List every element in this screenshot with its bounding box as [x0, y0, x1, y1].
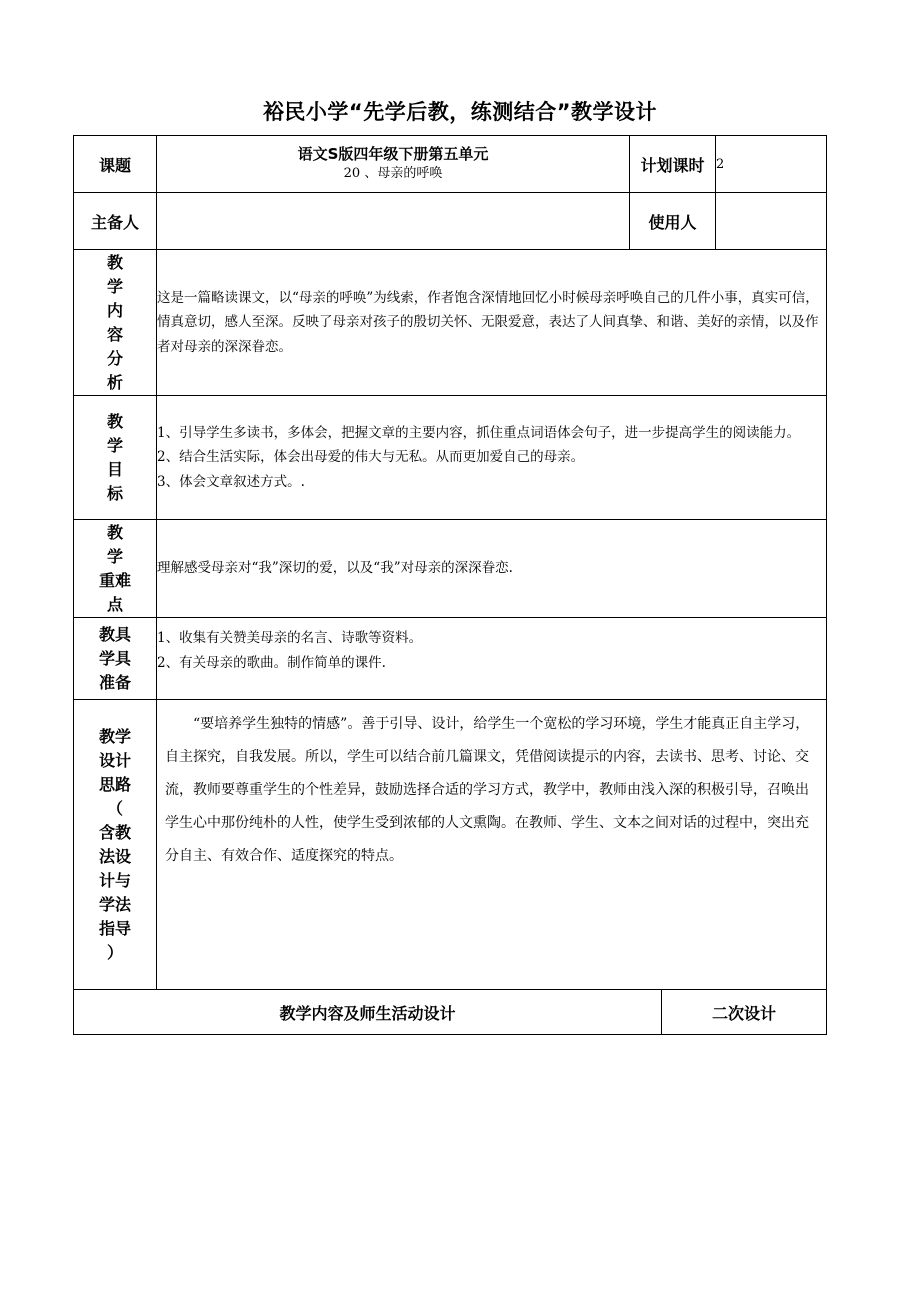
label-char: 含教 [98, 822, 131, 842]
user-value [716, 193, 827, 250]
user-label: 使用人 [630, 193, 716, 250]
label-char: 内 [106, 300, 123, 320]
second-design-label: 二次设计 [662, 990, 827, 1035]
tool-item: 1、收集有关赞美母亲的名言、诗歌等资料。 [157, 630, 423, 646]
course-label: 课题 [74, 136, 157, 193]
label-char: 析 [106, 372, 123, 392]
design-label [74, 700, 157, 990]
label-char: 教 [106, 411, 123, 431]
label-char: 计与 [98, 870, 131, 890]
label-char: 标 [106, 483, 123, 503]
goals-label [74, 396, 157, 520]
row-analysis [74, 250, 827, 396]
label-char: 容 [106, 324, 123, 344]
row-course [74, 136, 827, 193]
label-char: 学具 [98, 648, 131, 668]
course-cell [157, 136, 630, 193]
tools-cell [157, 618, 827, 700]
label-char: 学法 [98, 894, 131, 914]
label-char: 学 [106, 435, 123, 455]
design-text: “要培养学生独特的情感”。善于引导、设计，给学生一个宽松的学习环境，学生才能真正自主学习，自主探究，自我发展。所以，学生可以结合前几篇课文，凭借阅读提示的内容，去读书、思考、讨论、交流，教师要尊重学生的个性差异，鼓励选择合适的学习方式，教学中，教师由浅入深的积极引导，召唤出学生心中那份纯朴的人性，使学生受到浓郁的人文熏陶。在教师、学生、文本之间对话的过程中，突出充分自主、有效合作、适度探究的特点。 [165, 716, 810, 864]
tools-label [74, 618, 157, 700]
label-char: 教 [106, 252, 123, 272]
hours-value: 2 [716, 136, 827, 193]
label-char: 学 [106, 276, 123, 296]
label-char: 设计 [98, 750, 131, 770]
goal-item: 2、结合生活实际，体会出母爱的伟大与无私。从而更加爱自己的母亲。 [157, 449, 585, 466]
row-preparer [74, 193, 827, 250]
row-design [74, 700, 827, 990]
goal-item: 3、体会文章叙述方式。. [157, 473, 305, 490]
label-char: 教具 [98, 624, 131, 644]
label-char: 准备 [98, 672, 131, 692]
label-char: 目 [106, 459, 123, 479]
label-char: 思路 [98, 774, 131, 794]
analysis-label [74, 250, 157, 396]
row-goals [74, 396, 827, 520]
preparer-label: 主备人 [74, 193, 157, 250]
document-title: 裕民小学“先学后教，练测结合”教学设计 [262, 100, 658, 124]
preparer-value [157, 193, 630, 250]
key-points-label [74, 520, 157, 618]
hours-label: 计划课时 [630, 136, 716, 193]
analysis-text: 这是一篇略读课文，以“母亲的呼唤”为线索，作者饱含深情地回忆小时候母亲呼唤自己的几件小事，真实可信，情真意切，感人至深。反映了母亲对孩子的殷切关怀、无限爱意，表达了人间真挚、和谐、美好的亲情，以及作者对母亲的深深眷恋。 [157, 250, 827, 396]
label-char: 法设 [98, 846, 131, 866]
lesson-plan-table [73, 135, 827, 1035]
label-char: 教学 [98, 726, 131, 746]
label-char: ） [106, 942, 123, 962]
activity-design-label: 教学内容及师生活动设计 [74, 990, 662, 1035]
row-tools [74, 618, 827, 700]
row-key-points [74, 520, 827, 618]
label-char: 点 [106, 594, 123, 614]
label-char: 指导 [98, 918, 131, 938]
label-char: 学 [106, 546, 123, 566]
label-char: 重难 [98, 570, 131, 590]
label-char: （ [106, 798, 123, 818]
goals-cell [157, 396, 827, 520]
course-lesson: 20 、母亲的呼唤 [343, 166, 443, 181]
label-char: 教 [106, 522, 123, 542]
tool-item: 2、有关母亲的歌曲。制作简单的课件. [157, 654, 386, 671]
goal-item: 1、引导学生多读书，多体会，把握文章的主要内容，抓住重点词语体会句子，进一步提高学生的阅读能力。 [157, 424, 801, 441]
design-cell [157, 700, 827, 990]
label-char: 分 [106, 348, 123, 368]
course-unit: 语文S版四年级下册第五单元 [297, 145, 489, 163]
key-points-text: 理解感受母亲对“我”深切的爱，以及“我”对母亲的深深眷恋. [157, 520, 827, 618]
row-footer [74, 990, 827, 1035]
